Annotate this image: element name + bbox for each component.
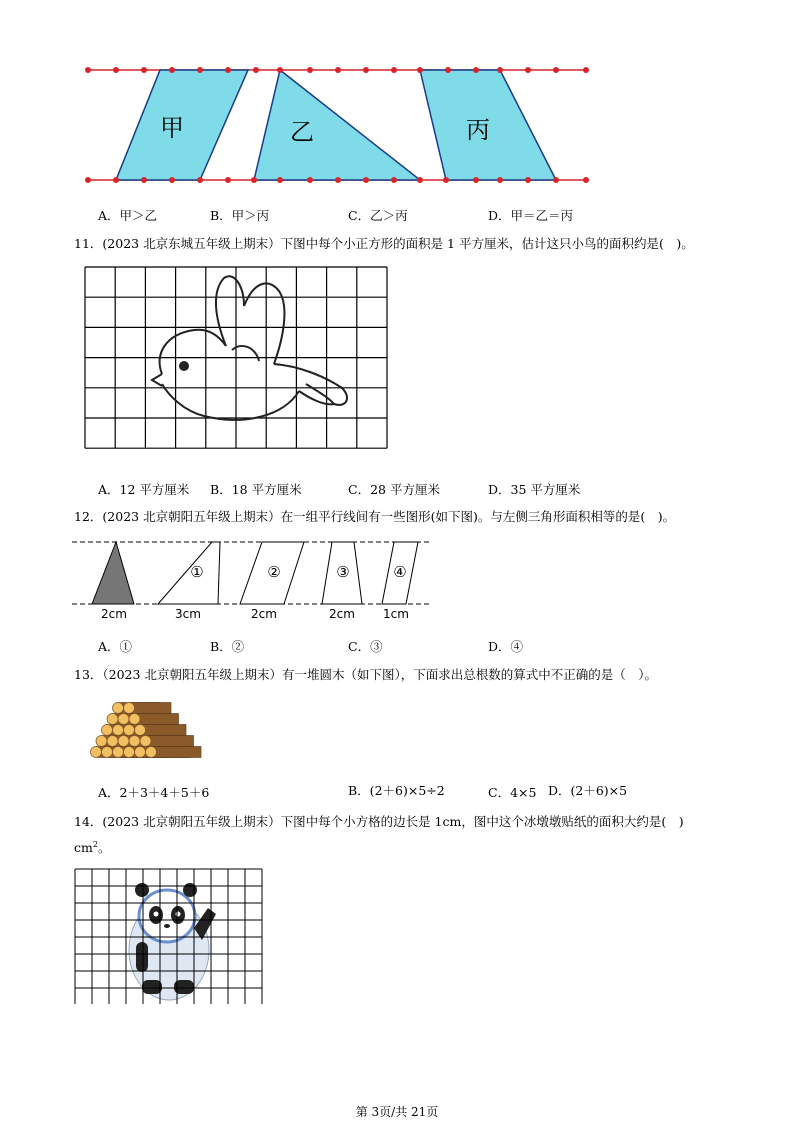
log-body [146, 736, 194, 747]
q10-option-a[interactable]: A．甲＞乙 [98, 208, 158, 223]
label-jia: 甲 [160, 114, 184, 142]
q12-option-c[interactable]: C．③ [348, 639, 383, 654]
q12-stem: 12．(2023 北京朝阳五年级上期末）在一组平行线间有一些图形(如下图)。与左侧三角形面积相等的是( )。 [74, 509, 676, 524]
log-end [135, 725, 146, 736]
label-1: ① [190, 563, 204, 581]
parallel-shapes-figure [80, 62, 595, 188]
q10-option-b[interactable]: B．甲＞丙 [210, 208, 270, 223]
q11-option-c[interactable]: C．28 平方厘米 [348, 482, 440, 497]
q13-option-c[interactable]: C．4×5 [488, 785, 537, 800]
log-end [113, 703, 124, 714]
q11-option-d[interactable]: D．35 平方厘米 [488, 482, 581, 497]
label-4: ④ [393, 563, 407, 581]
log-end [102, 747, 113, 758]
q10-option-d[interactable]: D．甲＝乙＝丙 [488, 208, 574, 223]
log-body [140, 725, 186, 736]
log-end [107, 714, 118, 725]
q11-option-b[interactable]: B．18 平方厘米 [210, 482, 302, 497]
base-label-1: 3cm [175, 607, 201, 621]
log-body [135, 714, 179, 725]
log-end [113, 747, 124, 758]
log-end [118, 736, 129, 747]
log-end [129, 736, 140, 747]
q11-stem: 11．(2023 北京东城五年级上期末）下图中每个小正方形的面积是 1 平方厘米，估计这只小鸟的面积约是( )。 [74, 236, 694, 251]
log-end [135, 747, 146, 758]
q13-option-b[interactable]: B．(2＋6)×5÷2 [348, 783, 445, 798]
bingdwendwen-grid-figure [74, 868, 266, 1004]
log-body [151, 747, 201, 758]
q13-option-a[interactable]: A．2＋3＋4＋5＋6 [98, 785, 210, 800]
bird-grid-figure [84, 266, 388, 460]
label-yi: 乙 [290, 118, 314, 146]
shape-1 [158, 542, 220, 604]
unit-sup: 2 [92, 839, 98, 849]
log-end [102, 725, 113, 736]
log-end [124, 703, 135, 714]
shape-yi [254, 70, 420, 180]
q13-option-d[interactable]: D．(2＋6)×5 [548, 783, 628, 798]
q12-option-a[interactable]: A．① [98, 639, 133, 654]
log-end [124, 725, 135, 736]
log-body [129, 703, 171, 714]
q10-option-c[interactable]: C．乙＞丙 [348, 208, 408, 223]
log-end [140, 736, 151, 747]
log-end [91, 747, 102, 758]
log-pile-image [82, 690, 206, 764]
label-bing: 丙 [466, 116, 490, 144]
base-label-2: 2cm [251, 607, 277, 621]
base-label-4: 1cm [383, 607, 409, 621]
log-end [129, 714, 140, 725]
bingdwendwen-sticker [129, 883, 216, 1000]
unit-text: cm [74, 840, 93, 855]
base-label-0: 2cm [101, 607, 127, 621]
q14-stem: 14．(2023 北京朝阳五年级上期末）下图中每个小方格的边长是 1cm，图中这个冰墩墩贴纸的面积大约是( ) [74, 814, 684, 829]
log-end [113, 725, 124, 736]
unit-tail: 。 [97, 840, 111, 855]
label-3: ③ [336, 563, 350, 581]
q12-option-d[interactable]: D．④ [488, 639, 524, 654]
base-label-3: 2cm [329, 607, 355, 621]
page-footer: 第 3页/共 21页 [355, 1105, 439, 1119]
parallel-lines-figure [72, 536, 434, 622]
gray-triangle [92, 542, 134, 604]
q13-stem: 13．（2023 北京朝阳五年级上期末）有一堆圆木（如下图），下面求出总根数的算式中不正确的是（ ）。 [74, 667, 657, 682]
log-end [118, 714, 129, 725]
q14-unit [74, 838, 110, 856]
label-2: ② [267, 563, 281, 581]
log-end [146, 747, 157, 758]
log-end [96, 736, 107, 747]
q11-option-a[interactable]: A．12 平方厘米 [98, 482, 190, 497]
q12-option-b[interactable]: B．② [210, 639, 245, 654]
log-end [124, 747, 135, 758]
log-end [107, 736, 118, 747]
